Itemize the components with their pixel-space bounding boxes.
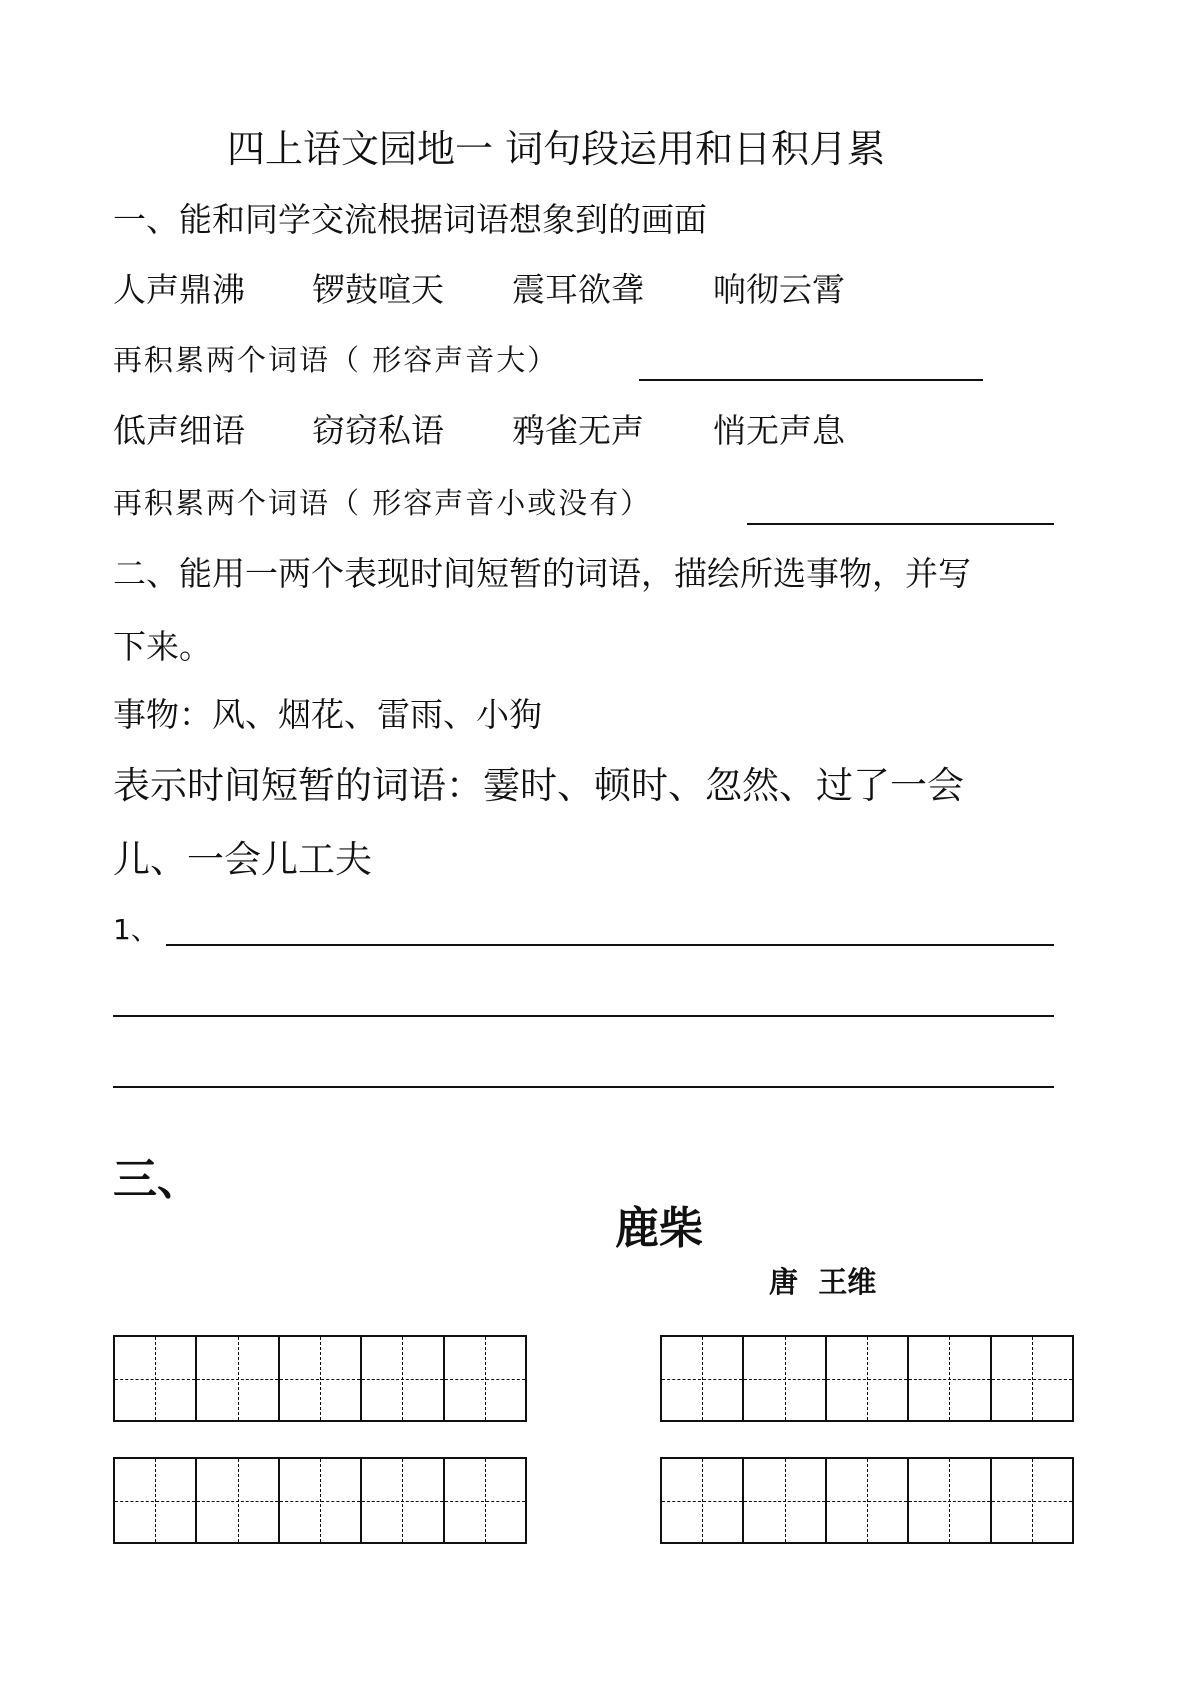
loud-word: 锣鼓喧天 bbox=[312, 270, 444, 309]
answer-line[interactable] bbox=[166, 944, 1054, 946]
writing-grid[interactable] bbox=[660, 1457, 1074, 1544]
page-title: 四上语文园地一 词句段运用和日积月累 bbox=[227, 127, 886, 171]
answer-line[interactable] bbox=[113, 1086, 1054, 1088]
loud-word: 响彻云霄 bbox=[713, 270, 845, 309]
loud-word: 震耳欲聋 bbox=[512, 270, 644, 309]
answer-line[interactable] bbox=[113, 1015, 1054, 1017]
quiet-word: 窃窃私语 bbox=[312, 411, 444, 450]
writing-grid[interactable] bbox=[113, 1335, 527, 1422]
things-list: 事物：风、烟花、雷雨、小狗 bbox=[113, 695, 542, 734]
quiet-word: 鸦雀无声 bbox=[512, 411, 644, 450]
item-label: 1、 bbox=[113, 913, 159, 946]
poem-title: 鹿柴 bbox=[615, 1203, 703, 1254]
quiet-prompt: 再积累两个词语（ 形容声音小或没有） bbox=[113, 486, 652, 520]
writing-grid[interactable] bbox=[660, 1335, 1074, 1422]
quiet-answer-line[interactable] bbox=[747, 523, 1054, 525]
time-words-cont: 儿、一会儿工夫 bbox=[113, 838, 372, 881]
loud-word: 人声鼎沸 bbox=[113, 270, 245, 309]
poem-author: 唐 王维 bbox=[769, 1265, 877, 1299]
section2-heading: 二、能用一两个表现时间短暂的词语，描绘所选事物，并写 bbox=[113, 554, 971, 593]
quiet-word: 悄无声息 bbox=[713, 411, 845, 450]
loud-answer-line[interactable] bbox=[639, 379, 983, 381]
writing-grid[interactable] bbox=[113, 1457, 527, 1544]
section1-heading: 一、能和同学交流根据词语想象到的画面 bbox=[113, 200, 707, 239]
section2-heading-cont: 下来。 bbox=[113, 627, 212, 666]
section3-heading: 三、 bbox=[113, 1154, 201, 1205]
time-words: 表示时间短暂的词语：霎时、顿时、忽然、过了一会 bbox=[113, 764, 964, 807]
quiet-word: 低声细语 bbox=[113, 411, 245, 450]
loud-prompt: 再积累两个词语（ 形容声音大） bbox=[113, 343, 559, 377]
